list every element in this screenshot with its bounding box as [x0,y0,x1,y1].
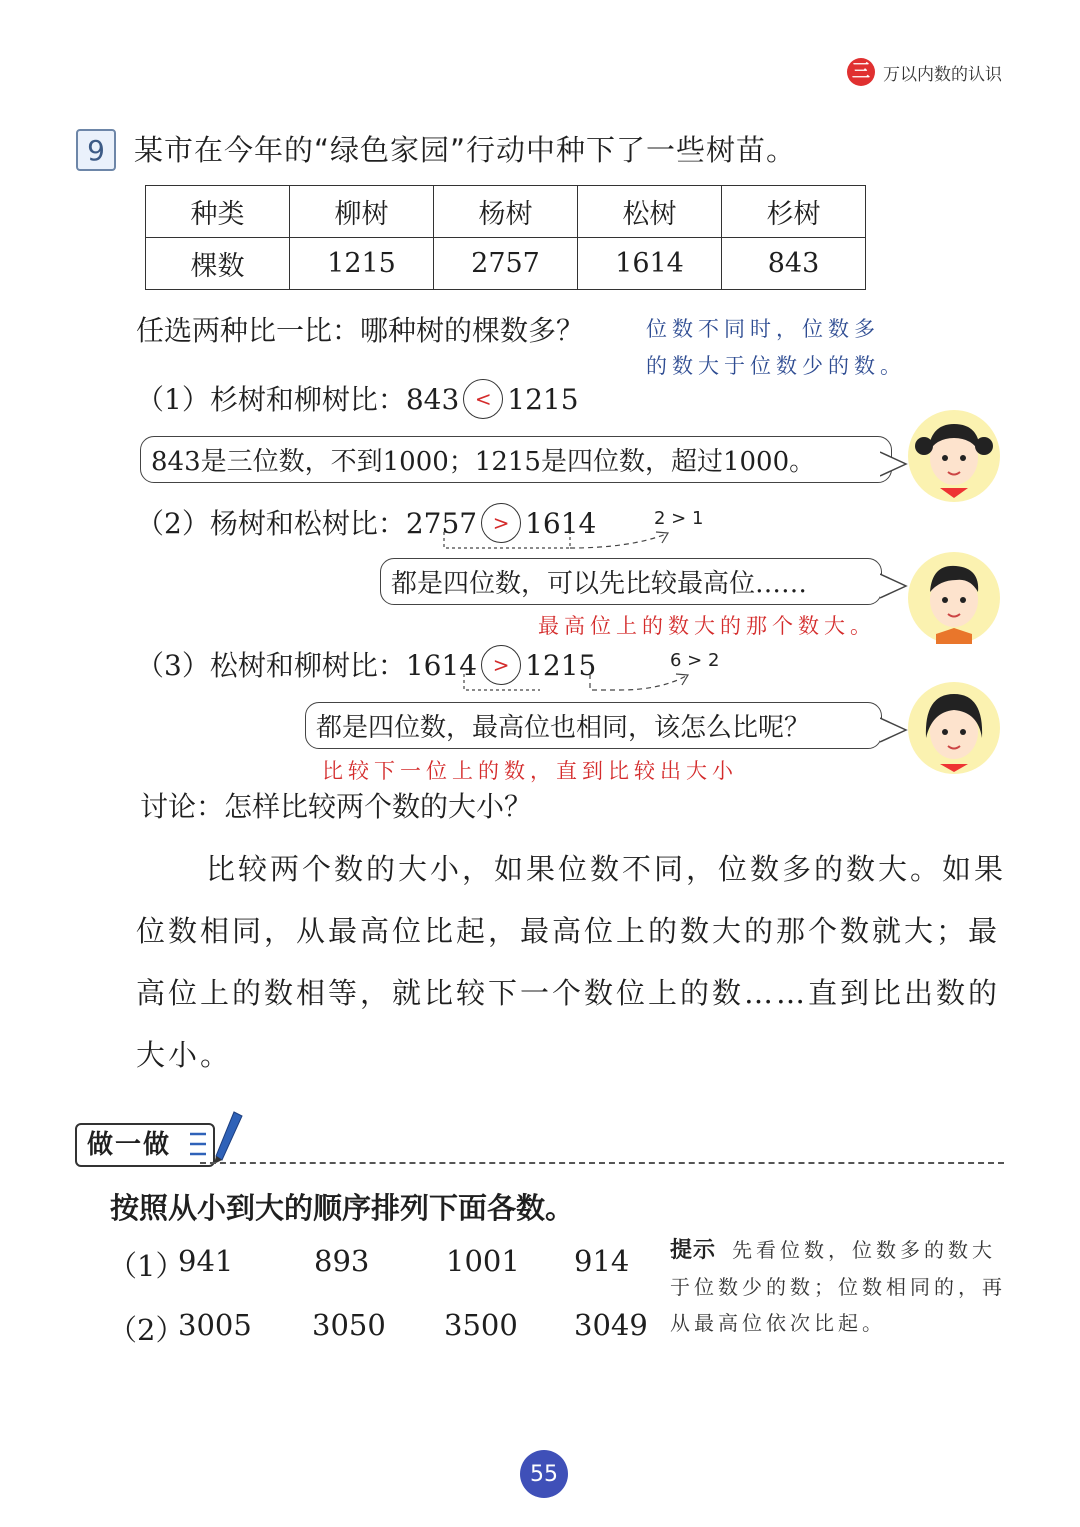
left-number: 843 [405,383,460,416]
boy-avatar-icon [906,550,1002,646]
comparison-label: （1）杉树和柳树比： [136,383,406,416]
divider-line [200,1162,1004,1164]
number-value: 3050 [312,1308,386,1342]
summary-paragraph: 比较两个数的大小，如果位数不同，位数多的数大。如果位数相同，从最高位比起，最高位上的数大的那个数就大；最高位上的数相等，就比较下一个数位上的数……直到比出数的大小。 [136,852,1007,1072]
hint-line-2: 的数大于位数少的数。 [646,354,906,378]
table-row-counts [146,238,866,290]
right-number: 1614 [525,507,597,540]
dashed-arrow-icon [460,670,700,700]
comparison-label: （3）松树和柳树比： [136,649,406,682]
compare-sign: > [481,645,521,685]
table-cell: 柳树 [290,186,434,238]
tip-box [670,1232,1010,1341]
table-cell: 松树 [578,186,722,238]
hint-line-1: 位数不同时，位数多 [646,317,880,341]
tip-label: 提示 [670,1238,717,1263]
table-cell: 2757 [434,238,578,290]
number-value: 893 [314,1244,370,1278]
compare-sign: > [481,503,521,543]
table-cell: 杉树 [722,186,866,238]
girl-avatar-icon [906,408,1002,504]
comparison-label: （2）杨树和松树比： [136,507,406,540]
table-cell: 杨树 [434,186,578,238]
red-note-2: 最高位上的数大的那个数大。 [538,614,876,638]
pen-icon [186,1108,246,1164]
practice-title: 做一做 [87,1130,172,1160]
problem-number: 9 [76,129,116,171]
chapter-header [847,58,1002,86]
left-number: 1614 [405,649,478,682]
page-number: 55 [520,1450,568,1498]
chapter-title: 万以内数的认识 [883,64,1002,85]
table-cell: 1215 [290,238,434,290]
speech-bubble-1: 843是三位数，不到1000；1215是四位数，超过1000。 [140,436,892,483]
number-value: 3049 [574,1308,648,1342]
number-value: 1001 [446,1244,520,1278]
dashed-arrow-icon [440,528,680,558]
digit-note: 2 > 1 [654,508,704,529]
left-number: 2757 [405,507,478,540]
compare-sign: < [463,379,503,419]
right-number: 1215 [507,383,579,416]
number-value: 3005 [178,1308,252,1342]
practice-task: 按照从小到大的顺序排列下面各数。 [110,1191,575,1225]
red-note-3: 比较下一位上的数，直到比较出大小 [322,759,738,783]
number-value: 941 [178,1244,234,1278]
table-cell: 种类 [146,186,290,238]
table-cell: 棵数 [146,238,290,290]
table-cell: 1614 [578,238,722,290]
number-value: 3500 [444,1308,518,1342]
question-text: 任选两种比一比：哪种树的棵数多？ [136,314,585,347]
row-label: （1） [108,1249,185,1283]
right-number: 1215 [525,649,597,682]
girl-avatar-icon [906,680,1002,776]
tip-text: 先看位数，位数多的数大于位数少的数；位数相同的，再从最高位依次比起。 [670,1238,1006,1335]
discussion-text: 讨论：怎样比较两个数的大小？ [140,790,533,823]
speech-bubble-3: 都是四位数，最高位也相同，该怎么比呢？ [305,702,882,749]
row-label: （2） [108,1313,185,1347]
comparison-1 [136,378,579,422]
tree-count-table [145,185,866,290]
number-value: 914 [574,1244,630,1278]
table-cell: 843 [722,238,866,290]
chapter-badge: 三 [847,58,875,86]
problem-text: 某市在今年的“绿色家园”行动中种下了一些树苗。 [134,133,797,167]
digit-note: 6 > 2 [670,650,720,671]
table-row-types [146,186,866,238]
speech-bubble-2: 都是四位数，可以先比较最高位…… [380,558,882,605]
